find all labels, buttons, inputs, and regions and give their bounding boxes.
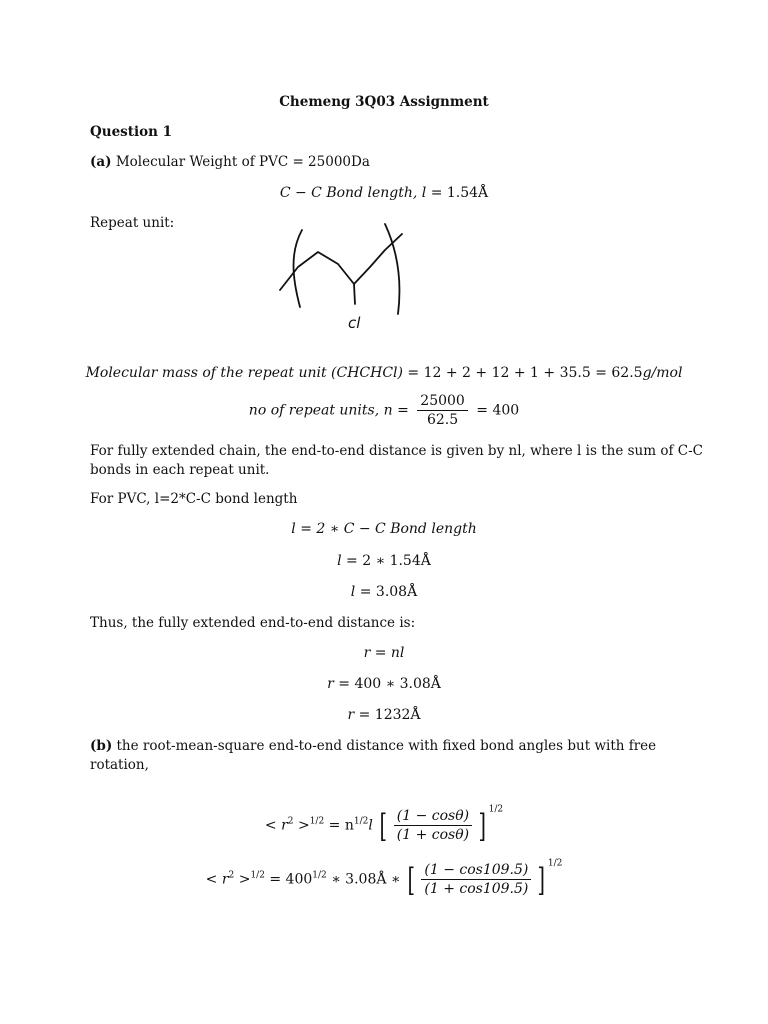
question-heading: Question 1: [90, 124, 173, 140]
extended-chain-paragraph-line1: For fully extended chain, the end-to-end distance is given by nl, where l is the sum of C-C: [90, 443, 703, 459]
bond-length-equation: C − C Bond length, l = 1.54Å: [279, 185, 489, 201]
repeat-unit-label: Repeat unit:: [90, 215, 175, 231]
end-to-end-paragraph: Thus, the fully extended end-to-end distance is:: [90, 615, 416, 631]
l-equation-1: l = 2 ∗ C − C Bond length: [291, 521, 477, 537]
repeat-units-fraction: $\frac{25000}{62.5}$: [417, 392, 468, 429]
part-b-label: (b): [90, 738, 113, 754]
sketch-chain: [280, 234, 402, 290]
part-a-molecular-weight: [90, 154, 370, 170]
repeat-units-equation: no of repeat units, n = $\frac{25000}{62.5}$ = 400: [248, 393, 520, 428]
molar-mass-equation: Molecular mass of the repeat unit (CHCHCl) = 12 + 2 + 12 + 1 + 35.5 = 62.5g/mol: [85, 365, 683, 381]
extended-chain-paragraph-line2: bonds in each repeat unit.: [90, 462, 270, 478]
l-equation-3: l = 3.08Å: [350, 584, 418, 600]
sketch-side-bond: [354, 284, 355, 304]
l-equation-2: l = 2 ∗ 1.54Å: [337, 553, 431, 569]
pvc-bond-paragraph: For PVC, l=2*C-C bond length: [90, 491, 298, 507]
repeat-unit-sketch: [270, 222, 420, 337]
document-title: Chemeng 3Q03 Assignment: [279, 94, 489, 110]
part-b-text-line2: rotation,: [90, 757, 149, 773]
r-equation-2: r = 400 ∗ 3.08Å: [327, 676, 441, 692]
r-equation-1: r = nl: [363, 645, 405, 661]
rms-equation-general: < $r^2 >^{1/2} = n^{1/2}l$ [ $\frac{(1 - \cos\theta)}{(1 + \cos\theta)}$ ] $^{1/2}$: [264, 804, 504, 845]
rms-numeric-fraction: $\frac{(1 - \cos 109.5)}{(1 + \cos 109.5)}$: [421, 861, 531, 898]
sketch-cl-label: cl: [348, 314, 361, 332]
molecular-weight-text: Molecular Weight of PVC = 25000Da: [111, 154, 370, 170]
r-equation-3: r = 1232Å: [347, 707, 421, 723]
rms-equation-numeric: < $r^2 >^{1/2} = 400^{1/2}$ ∗ 3.08Å ∗ [ $\frac{(1 - \cos 109.5)}{(1 + \cos 109.5)}$ ] $^{1/2}$: [205, 858, 563, 899]
rms-general-fraction: $\frac{(1 - \cos\theta)}{(1 + \cos\theta)}$: [394, 807, 472, 844]
part-b-text-line1: (b) the root-mean-square end-to-end distance with fixed bond angles but with free: [90, 738, 657, 754]
part-a-label: (a): [90, 154, 112, 170]
